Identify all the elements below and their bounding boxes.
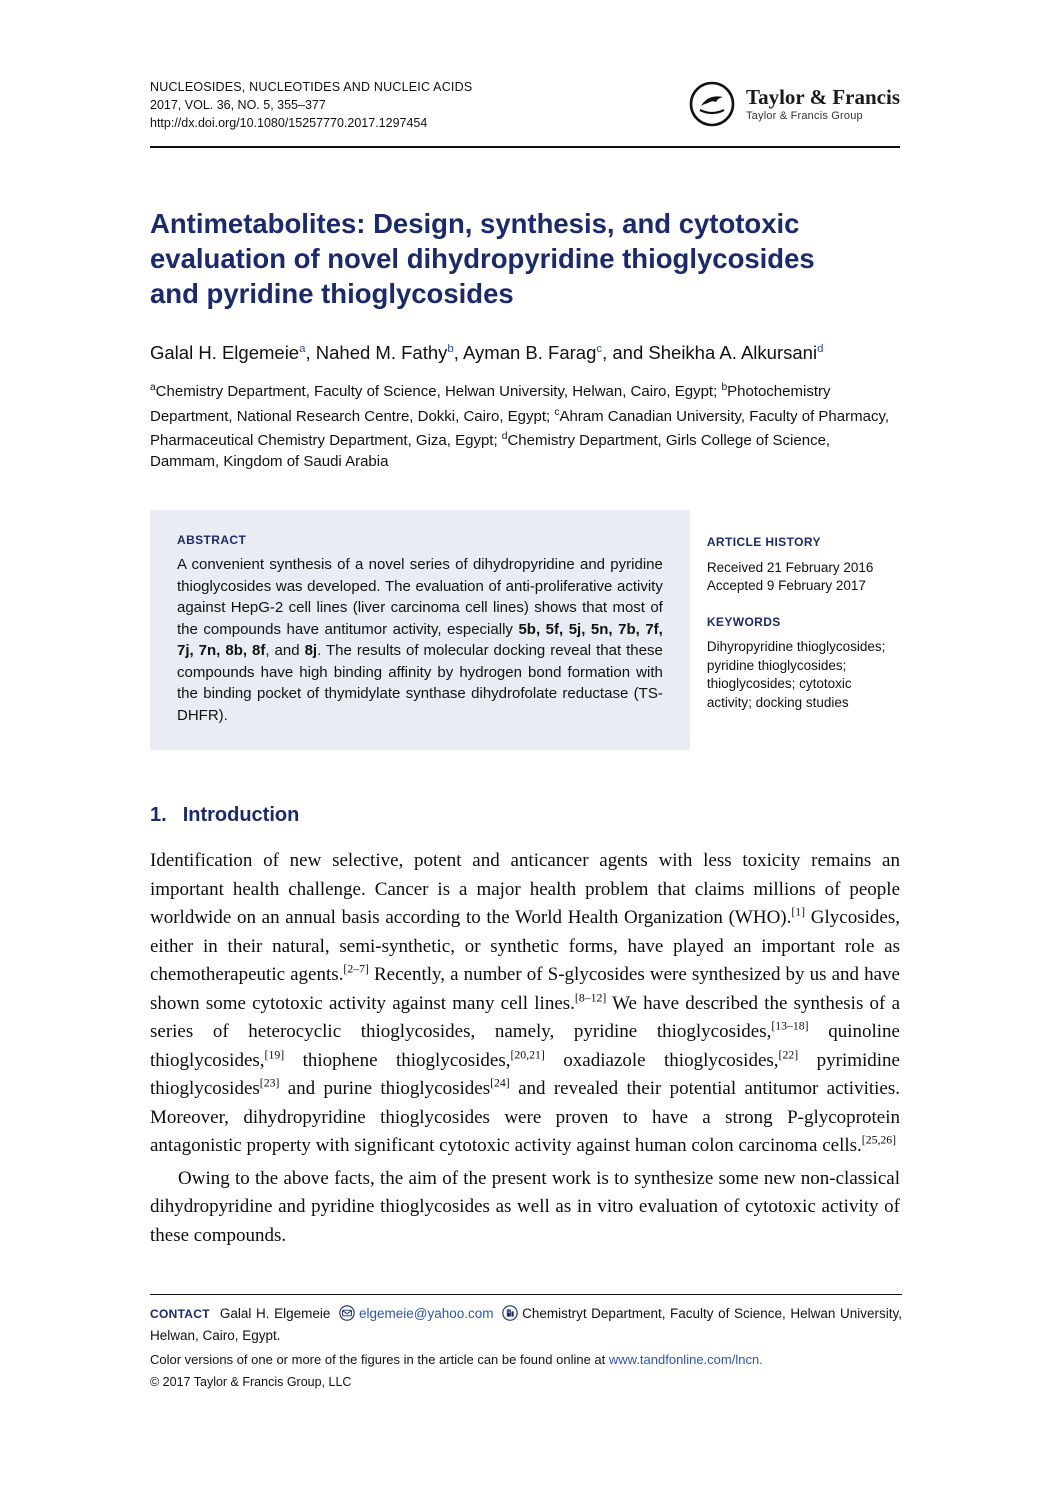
contact-label: CONTACT xyxy=(150,1307,210,1321)
journal-name: NUCLEOSIDES, NUCLEOTIDES AND NUCLEIC ACIDS xyxy=(150,80,473,94)
taylor-francis-ship-icon xyxy=(688,80,736,128)
section-title: Introduction xyxy=(182,804,300,827)
publisher-logo xyxy=(688,80,900,128)
journal-info xyxy=(150,78,472,132)
keywords-heading: KEYWORDS xyxy=(706,614,781,629)
article-meta xyxy=(707,510,900,750)
envelope-icon xyxy=(339,1305,355,1326)
authors-line: Galal H. Elgemeie$^a$, Nahed M. Fathy$^b$, Ayman B. Farag$^c$, and Sheikha A. Alkursani$^d$ xyxy=(150,342,824,364)
article-title: Antimetabolites: Design, synthesis, and cytotoxic evaluation of novel dihydropyridine thioglycosides and pyridine thioglycosides xyxy=(150,208,815,309)
contact-name: Galal H. Elgemeie xyxy=(219,1306,331,1321)
contact-email-link[interactable]: elgemeie@yahoo.com xyxy=(358,1306,494,1321)
abstract-text: A convenient synthesis of a novel series of dihydropyridine and pyridine thioglycosides was developed. The evaluation of anti-proliferative activity against HepG-2 cell lines (liver carcinoma cell lines) shows that most of the compounds have antitumor activity, especially 5b, 5f, 5j, 5n, 7b, 7f, 7j, 7n, 8b, 8f, and 8j. The results of molecular docking reveal that these compounds have high binding affinity by hydrogen bond formation with the binding pocket of thymidylate synthase dihydrofolate reductase (TS-DHFR). xyxy=(177,556,663,724)
doi-link[interactable]: http://dx.doi.org/10.1080/15257770.2017.1297454 xyxy=(150,116,428,130)
abstract-meta-row xyxy=(150,510,900,750)
abstract-box xyxy=(150,510,690,750)
publisher-wordmark xyxy=(746,86,900,122)
journal-header xyxy=(150,78,900,132)
affiliations: $^a$Chemistry Department, Faculty of Science, Helwan University, Helwan, Cairo, Egypt; $^b$Photochemistry Department, National Research Centre, Dokki, Cairo, Egypt; $^c$Ahram Canadian University, Faculty of Pharmacy, Pharmaceutical Chemistry Department, Giza, Egypt; $^d$Chemistry Department, Girls College of Science, Dammam, Kingdom of Saudi Arabia xyxy=(150,382,890,470)
section-number: 1. xyxy=(150,804,167,827)
footer-rule xyxy=(150,1294,902,1295)
publisher-name: Taylor & Francis xyxy=(745,85,900,109)
page-footer xyxy=(150,1294,902,1389)
contact-address: Chemistryt Department, Faculty of Science, Helwan University, Helwan, Cairo, Egypt. xyxy=(150,1306,902,1343)
copyright-line: © 2017 Taylor & Francis Group, LLC xyxy=(150,1375,352,1389)
contact-line xyxy=(150,1304,902,1345)
tandfonline-link[interactable]: www.tandfonline.com/lncn. xyxy=(608,1352,763,1367)
body-paragraph-2: Owing to the above facts, the aim of the present work is to synthesize some new non-classical dihydropyridine and pyridine thioglycosides as well as in vitro evaluation of cytotoxic activity of these compounds. xyxy=(150,1167,900,1246)
color-note-text: Color versions of one or more of the figures in the article can be found online at xyxy=(150,1352,609,1367)
received-date: Received 21 February 2016 xyxy=(706,559,874,575)
keywords-text: Dihyropyridine thioglycosides; pyridine thioglycosides; thioglycosides; cytotoxic activity; docking studies xyxy=(706,639,886,710)
article-history-heading: ARTICLE HISTORY xyxy=(706,535,821,550)
accepted-date: Accepted 9 February 2017 xyxy=(706,578,866,594)
publisher-group: Taylor & Francis Group xyxy=(745,110,863,122)
section-heading-introduction xyxy=(150,804,900,827)
color-versions-note xyxy=(150,1352,902,1367)
header-rule xyxy=(150,146,900,148)
building-icon xyxy=(502,1305,518,1326)
body-paragraph-1: Identification of new selective, potent and anticancer agents with less toxicity remains an important health challenge. Cancer is a major health problem that claims millions of people worldwide on an annual basis according to the World Health Organization (WHO).[1] Glycosides, either in their natural, semi-synthetic, or synthetic forms, have played an important role as chemotherapeutic agents.[2–7] Recently, a number of S-glycosides were synthesized by us and have shown some cytotoxic activity against many cell lines.[8–12] We have described the synthesis of a series of heterocyclic thioglycosides, namely, pyridine thioglycosides,[13–18] quinoline thioglycosides,[19] thiophene thioglycosides,[20,21] oxadiazole thioglycosides,[22] pyrimidine thioglycosides[23] and purine thioglycosides[24] and revealed their potential antitumor activities. Moreover, dihydropyridine thioglycosides were proven to have a strong P-glycoprotein antagonistic property with significant cytotoxic activity against human colon carcinoma cells.[25,26] xyxy=(150,850,900,1157)
abstract-heading: ABSTRACT xyxy=(177,533,247,548)
journal-volume: 2017, VOL. 36, NO. 5, 355–377 xyxy=(150,98,326,112)
